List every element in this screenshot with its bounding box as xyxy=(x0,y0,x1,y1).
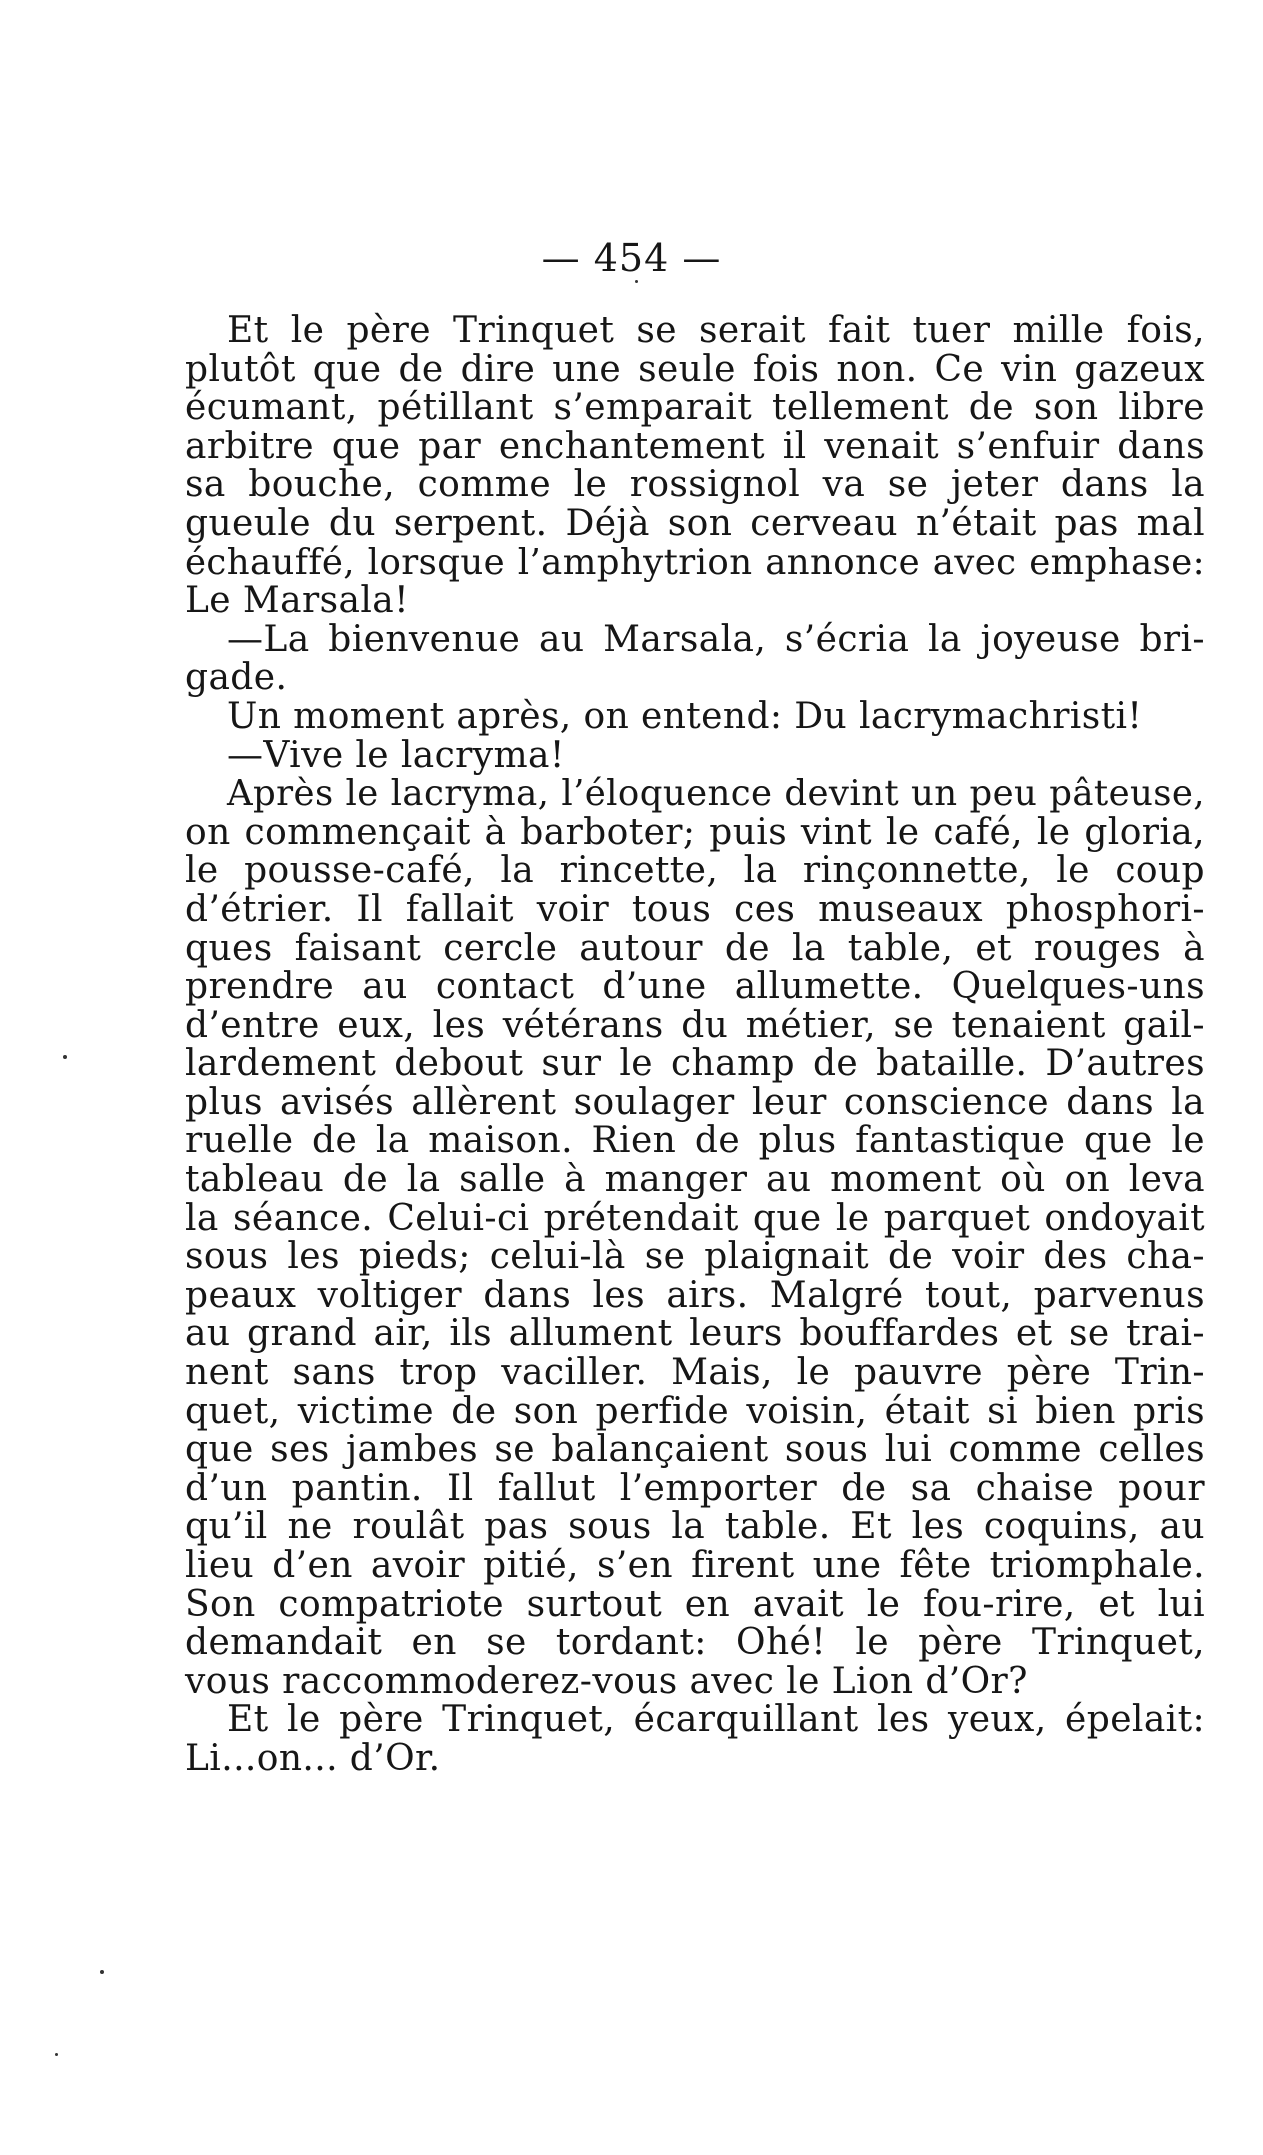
text-line: Le Marsala! xyxy=(185,580,409,622)
body-text xyxy=(185,312,1205,1779)
text-line: gueule du serpent. Déjà son cerveau n’était pas mal xyxy=(185,502,1205,544)
page-number: — 454 — xyxy=(541,236,722,280)
text-line: sa bouche, comme le rossignol va se jeter dans la xyxy=(185,464,1205,506)
text-line: au grand air, ils allument leurs bouffardes et se trai- xyxy=(185,1313,1205,1355)
text-line: d’un pantin. Il fallut l’emporter de sa chaise pour xyxy=(185,1467,1205,1509)
text-line: Un moment après, on entend: Du lacrymachristi! xyxy=(227,695,1143,737)
ink-speck xyxy=(63,1055,67,1059)
text-line: d’étrier. Il fallait voir tous ces museaux phosphori- xyxy=(185,888,1205,930)
text-line: sous les pieds; celui-là se plaignait de voir des cha- xyxy=(185,1236,1205,1278)
text-line: plus avisés allèrent soulager leur conscience dans la xyxy=(185,1081,1205,1123)
text-line: demandait en se tordant: Ohé! le père Trinquet, xyxy=(185,1622,1205,1664)
text-line: prendre au contact d’une allumette. Quelques-uns xyxy=(185,966,1205,1008)
text-line: qu’il ne roulât pas sous la table. Et les coquins, au xyxy=(185,1506,1205,1548)
ink-speck xyxy=(635,280,638,283)
text-line: ruelle de la maison. Rien de plus fantastique que le xyxy=(185,1120,1205,1162)
text-line: quet, victime de son perfide voisin, était si bien pris xyxy=(185,1390,1205,1432)
text-line: on commençait à barboter; puis vint le café, le gloria, xyxy=(185,811,1205,853)
text-line: ques faisant cercle autour de la table, et rouges à xyxy=(185,927,1205,969)
text-line: tableau de la salle à manger au moment où on leva xyxy=(185,1159,1205,1201)
text-line: le pousse-café, la rincette, la rinçonnette, le coup xyxy=(185,850,1205,892)
text-line: Son compatriote surtout en avait le fou-rire, et lui xyxy=(185,1583,1205,1625)
text-line: peaux voltiger dans les airs. Malgré tout, parvenus xyxy=(185,1274,1205,1316)
text-line: lieu d’en avoir pitié, s’en firent une fête triomphale. xyxy=(185,1545,1205,1586)
text-line: écumant, pétillant s’emparait tellement de son libre xyxy=(185,387,1205,429)
text-line: lardement debout sur le champ de bataille. D’autres xyxy=(185,1043,1205,1085)
text-line: la séance. Celui-ci prétendait que le parquet ondoyait xyxy=(185,1197,1205,1239)
text-line: —Vive le lacryma! xyxy=(227,734,565,776)
text-line: Après le lacryma, l’éloquence devint un peu pâteuse, xyxy=(227,773,1205,815)
text-line: —La bienvenue au Marsala, s’écria la joyeuse bri- xyxy=(227,618,1205,660)
text-line: vous raccommoderez-vous avec le Lion d’Or? xyxy=(185,1660,1028,1702)
text-line: plutôt que de dire une seule fois non. Ce vin gazeux xyxy=(185,348,1205,390)
text-line: Et le père Trinquet, écarquillant les yeux, épelait: xyxy=(227,1699,1205,1741)
ink-speck xyxy=(100,1970,104,1974)
text-line: d’entre eux, les vétérans du métier, se tenaient gail- xyxy=(185,1004,1205,1046)
text-line: nent sans trop vaciller. Mais, le pauvre père Trin- xyxy=(185,1352,1205,1394)
text-line: Li...on... d’Or. xyxy=(185,1737,441,1779)
text-line: arbitre que par enchantement il venait s’enfuir dans xyxy=(185,425,1205,467)
ink-speck xyxy=(55,2053,58,2056)
text-line: échauffé, lorsque l’amphytrion annonce avec emphase: xyxy=(185,541,1205,583)
text-line: que ses jambes se balançaient sous lui comme celles xyxy=(185,1429,1205,1471)
text-line: Et le père Trinquet se serait fait tuer mille fois, xyxy=(227,310,1205,351)
text-line: gade. xyxy=(185,657,288,699)
